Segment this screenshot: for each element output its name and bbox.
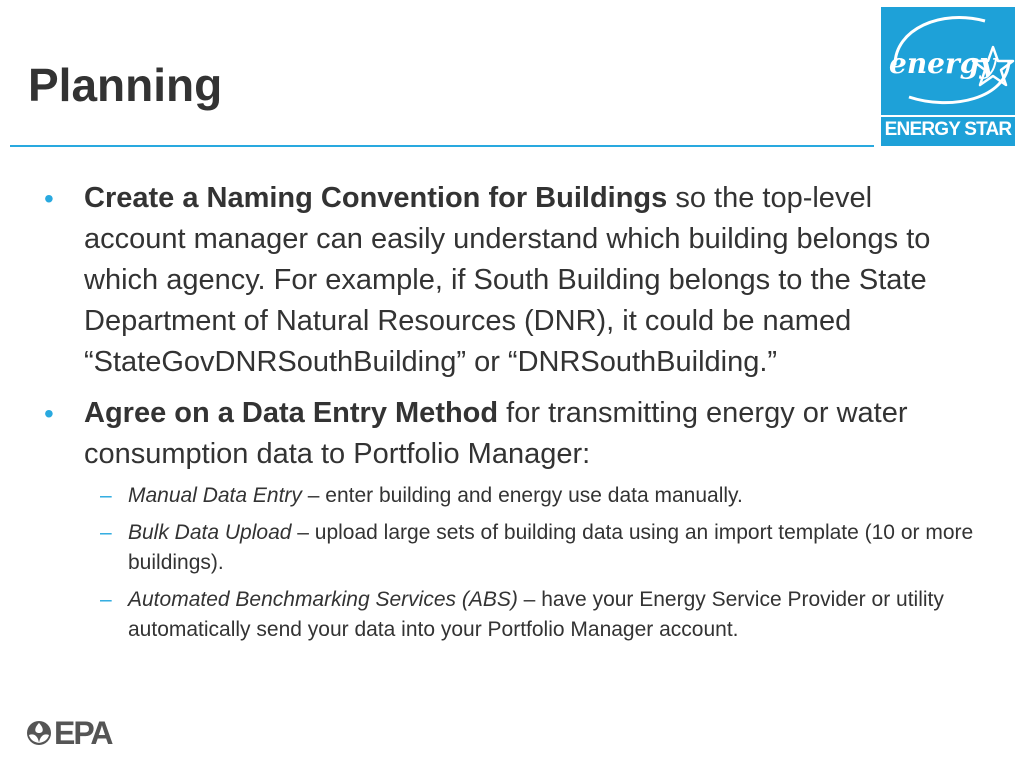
sub-bullet-bulk-data-upload [44, 518, 974, 578]
sub-bullet-manual-data-entry [44, 481, 974, 511]
dash-marker: – [100, 521, 112, 544]
sub-bullet-heading: Manual Data Entry [128, 484, 302, 507]
sub-bullet-automated-benchmarking [44, 585, 974, 645]
sub-bullet-heading: Automated Benchmarking Services (ABS) [128, 588, 518, 611]
sub-bullet-body: – enter building and energy use data manually. [301, 484, 743, 507]
energy-star-logo [881, 7, 1015, 146]
bullet-heading: Agree on a Data Entry Method [84, 397, 499, 429]
energy-script-text: energy [889, 47, 996, 80]
bullet-heading: Create a Naming Convention for Buildings [84, 182, 668, 214]
dash-marker: – [100, 588, 112, 611]
energy-star-wordmark: ENERGY STAR [884, 119, 1012, 140]
energy-star-logo-icon [881, 7, 1015, 113]
sub-bullet-body: – have your Energy Service Provider or utility automatically send your data into your Portfolio Manager account. [128, 588, 944, 641]
sub-bullet-heading: Bulk Data Upload [128, 521, 292, 544]
dash-marker: – [100, 484, 112, 507]
bullet-data-entry-method [44, 393, 974, 475]
bullet-body: so the top-level account manager can easily understand which building belongs to which agency. For example, if South Building belongs to the State Department of Natural Resources (DNR), it could be named “StateGovDNRSouthBuilding” or “DNRSouthBuilding.” [84, 182, 931, 378]
energy-star-divider [881, 115, 1015, 117]
epa-logo [26, 716, 111, 750]
bullet-naming-convention [44, 178, 974, 383]
epa-wordmark: EPA [54, 714, 112, 751]
bullet-marker: • [44, 183, 54, 214]
epa-flower-icon [26, 720, 52, 746]
bullet-marker: • [44, 398, 54, 429]
bullet-body: for transmitting energy or water consumption data to Portfolio Manager: [84, 397, 908, 470]
slide-title: Planning [28, 59, 223, 111]
slide-content [44, 178, 974, 652]
title-divider [10, 145, 874, 147]
data-entry-methods-list [44, 481, 974, 645]
sub-bullet-body: – upload large sets of building data using an import template (10 or more buildings). [128, 521, 974, 574]
